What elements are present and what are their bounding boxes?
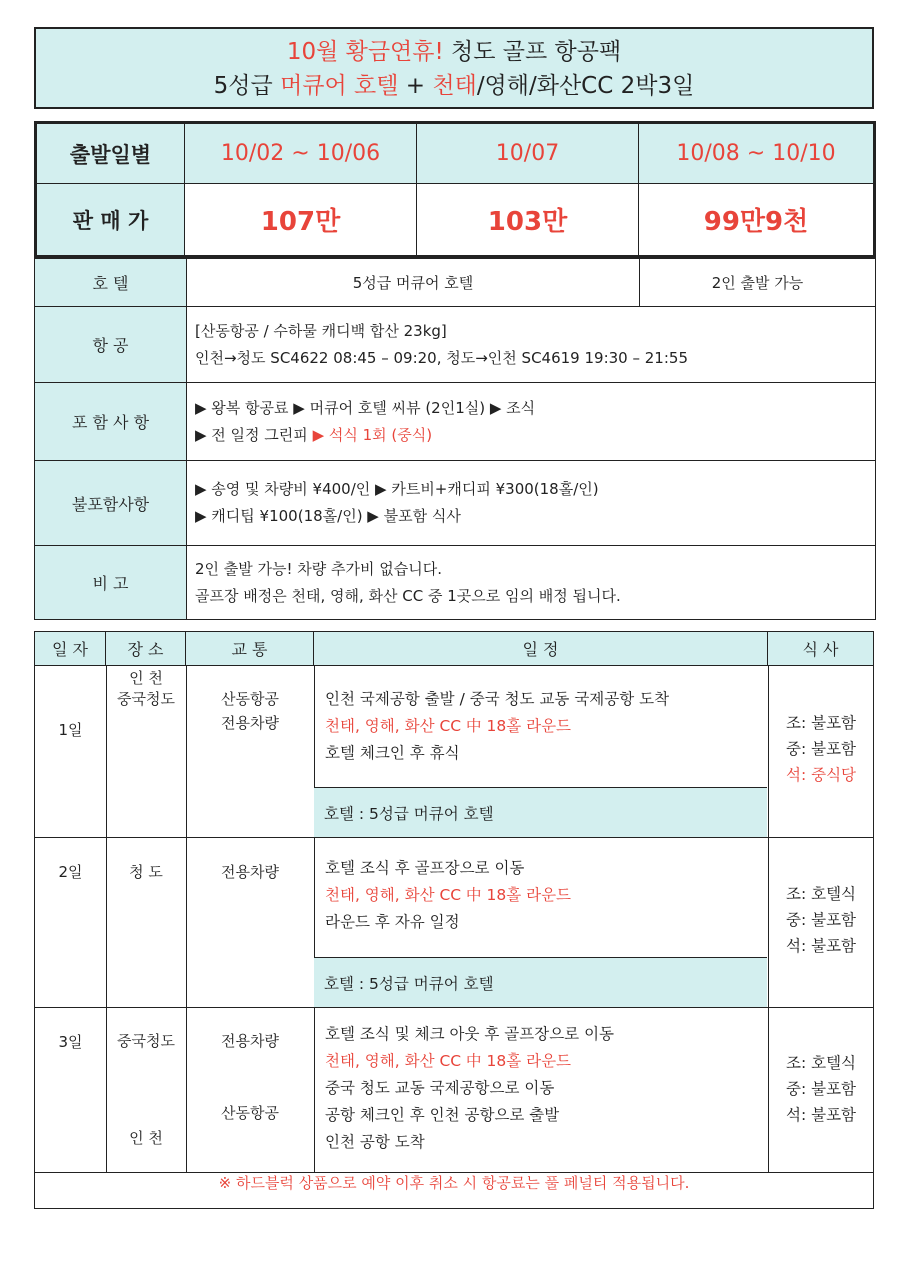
meal-dinner: 석: 불포함 xyxy=(785,1106,857,1124)
day-1-hotel: 호텔 : 5성급 머큐어 호텔 xyxy=(314,787,767,837)
departure-label-cell xyxy=(37,124,185,184)
day-1-transport: 산동항공 xyxy=(221,690,279,708)
itinerary-table xyxy=(34,631,874,1209)
remark-value xyxy=(195,546,867,619)
day-3-place: 인 천 xyxy=(129,1129,163,1147)
day-1-meals xyxy=(768,710,874,788)
schedule-item-golf: 천태, 영해, 화산 CC 中 18홀 라운드 xyxy=(325,717,572,735)
included-dinner: ▶ 석식 1회 (중식) xyxy=(312,425,433,444)
price-cell xyxy=(185,184,417,255)
price-table xyxy=(34,121,876,258)
hotel-row xyxy=(35,259,875,307)
row-divider xyxy=(35,837,873,838)
price-2: 103만 xyxy=(487,207,568,237)
date-range-3: 10/08 ~ 10/10 xyxy=(676,141,836,166)
day-3-transport: 산동항공 xyxy=(221,1104,279,1122)
day-2-place: 청 도 xyxy=(129,863,163,881)
header-place: 장 소 xyxy=(106,632,186,666)
sale-label: 판 매 가 xyxy=(72,208,149,233)
schedule-item: 호텔 조식 및 체크 아웃 후 골프장으로 이동 xyxy=(325,1025,615,1043)
cancellation-note: ※ 하드블럭 상품으로 예약 이후 취소 시 항공료는 풀 페널티 적용됩니다. xyxy=(218,1174,690,1192)
schedule-item: 중국 청도 교동 국제공항으로 이동 xyxy=(325,1079,555,1097)
day-3-label: 3일 xyxy=(58,1033,83,1051)
meal-lunch: 중: 불포함 xyxy=(785,911,857,929)
day-1-schedule xyxy=(325,686,669,767)
excluded-line-1: ▶ 송영 및 차량비 ¥400/인 ▶ 카트비+캐디피 ¥300(18홀/인) xyxy=(195,480,599,498)
day-1-place: 중국청도 xyxy=(117,690,175,708)
meal-dinner: 석: 중식당 xyxy=(785,766,857,784)
title-line-2 xyxy=(36,71,872,101)
air-line-1: [산동항공 / 수하물 캐디백 합산 23kg] xyxy=(195,321,447,340)
day-2-meals xyxy=(768,881,874,959)
title-highlight: 10월 황금연휴! xyxy=(286,39,444,65)
remark-row xyxy=(35,546,875,619)
day-3-place: 중국청도 xyxy=(117,1032,175,1050)
day-1-place: 인 천 xyxy=(129,669,163,687)
meal-lunch: 중: 불포함 xyxy=(785,1080,857,1098)
hotel-note: 2인 출발 가능 xyxy=(711,274,804,292)
price-cell xyxy=(417,184,639,255)
info-table xyxy=(34,258,876,620)
title-hotel: 머큐어 호텔 xyxy=(280,73,399,99)
title-text: /영해/화산CC 2박3일 xyxy=(476,73,695,99)
day-3-meals xyxy=(768,1050,874,1128)
title-text: 5성급 xyxy=(213,73,281,99)
day-3-transport: 전용차량 xyxy=(221,1032,279,1050)
date-range-1: 10/02 ~ 10/06 xyxy=(220,141,381,166)
date-cell xyxy=(417,124,639,184)
day-1-transport: 전용차량 xyxy=(221,714,279,732)
included-line-2 xyxy=(195,422,867,449)
date-cell xyxy=(639,124,873,184)
schedule-item: 인천 공항 도착 xyxy=(325,1133,425,1151)
hotel-value: 5성급 머큐어 호텔 xyxy=(187,259,640,306)
meal-breakfast: 조: 호텔식 xyxy=(785,885,857,903)
sale-label-cell xyxy=(37,184,185,255)
hotel-label: 호 텔 xyxy=(35,259,187,306)
day-2-label: 2일 xyxy=(58,863,83,881)
meal-dinner: 석: 불포함 xyxy=(785,937,857,955)
meal-lunch: 중: 불포함 xyxy=(785,740,857,758)
remark-line-1: 2인 출발 가능! 차량 추가비 없습니다. xyxy=(195,559,443,578)
column-divider xyxy=(106,666,107,1173)
schedule-item-golf: 천태, 영해, 화산 CC 中 18홀 라운드 xyxy=(325,886,572,904)
schedule-item: 호텔 체크인 후 휴식 xyxy=(325,744,460,762)
remark-line-2: 골프장 배정은 천태, 영해, 화산 CC 중 1곳으로 임의 배정 됩니다. xyxy=(195,586,621,605)
row-divider xyxy=(35,1007,873,1008)
schedule-item: 호텔 조식 후 골프장으로 이동 xyxy=(325,859,525,877)
schedule-item: 라운드 후 자유 일정 xyxy=(325,913,460,931)
title-line-1 xyxy=(36,37,872,67)
column-divider xyxy=(314,666,315,1173)
column-divider xyxy=(186,666,187,1173)
price-cell xyxy=(639,184,873,255)
header-transport: 교 통 xyxy=(186,632,314,666)
date-cell xyxy=(185,124,417,184)
day-2-transport: 전용차량 xyxy=(221,863,279,881)
date-range-2: 10/07 xyxy=(495,141,560,166)
day-1-label: 1일 xyxy=(58,721,83,739)
meal-breakfast: 조: 호텔식 xyxy=(785,1054,857,1072)
included-row xyxy=(35,383,875,461)
title-banner xyxy=(34,27,874,109)
included-line-1: ▶ 왕복 항공료 ▶ 머큐어 호텔 씨뷰 (2인1실) ▶ 조식 xyxy=(195,398,536,417)
day-2-schedule xyxy=(325,855,571,936)
day-3-schedule xyxy=(325,1021,614,1156)
header-meal: 식 사 xyxy=(768,632,873,666)
header-schedule: 일 정 xyxy=(314,632,768,666)
header-day: 일 자 xyxy=(35,632,106,666)
air-value xyxy=(195,307,867,382)
schedule-item: 인천 국제공항 출발 / 중국 청도 교동 국제공항 도착 xyxy=(325,690,670,708)
excluded-row xyxy=(35,461,875,546)
title-text: + xyxy=(398,73,433,99)
schedule-item: 공항 체크인 후 인천 공항으로 출발 xyxy=(325,1106,560,1124)
price-3: 99만9천 xyxy=(703,207,809,237)
remark-label: 비 고 xyxy=(35,546,187,619)
air-line-2: 인천→청도 SC4622 08:45 – 09:20, 청도→인천 SC4619 19:30 – 21:55 xyxy=(195,348,688,367)
title-text: 청도 골프 항공팩 xyxy=(443,39,622,65)
included-label: 포 함 사 항 xyxy=(35,383,187,460)
included-text: ▶ 전 일정 그린피 xyxy=(195,425,313,444)
included-value xyxy=(195,383,867,460)
price-1: 107만 xyxy=(260,207,341,237)
excluded-line-2: ▶ 캐디팁 ¥100(18홀/인) ▶ 불포함 식사 xyxy=(195,507,461,525)
title-course: 천태 xyxy=(432,73,477,99)
excluded-value xyxy=(195,461,867,545)
meal-breakfast: 조: 불포함 xyxy=(785,714,857,732)
departure-label: 출발일별 xyxy=(69,142,152,167)
air-row xyxy=(35,307,875,383)
schedule-item-golf: 천태, 영해, 화산 CC 中 18홀 라운드 xyxy=(325,1052,572,1070)
air-label: 항 공 xyxy=(35,307,187,382)
day-2-hotel: 호텔 : 5성급 머큐어 호텔 xyxy=(314,957,767,1007)
excluded-label: 불포함사항 xyxy=(35,461,187,545)
